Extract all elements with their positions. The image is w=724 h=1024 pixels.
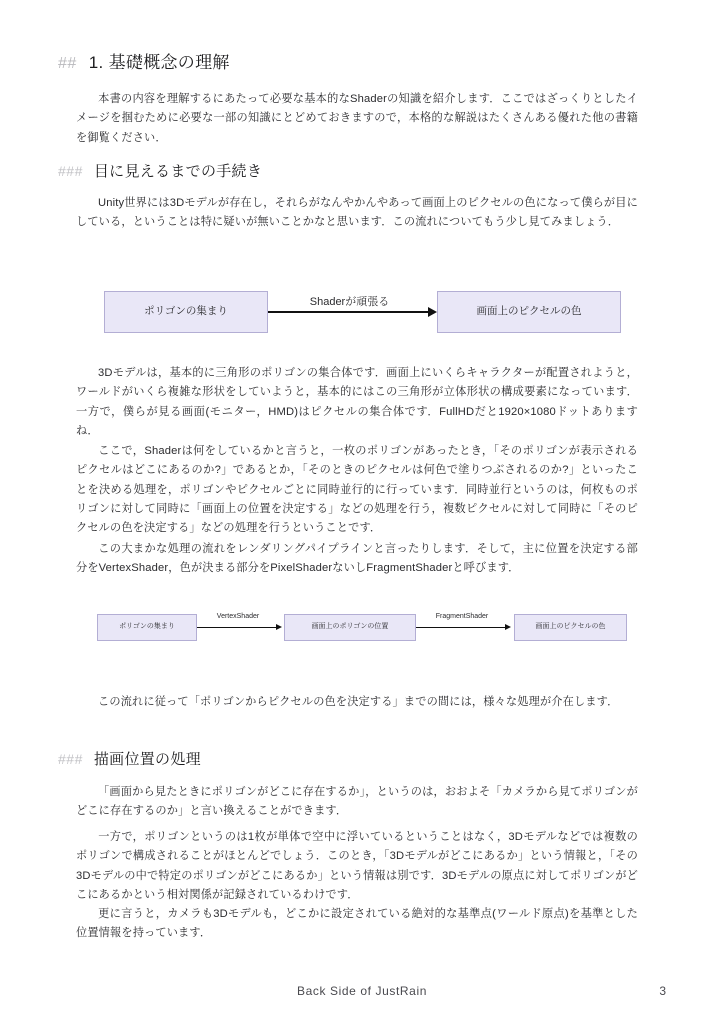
paragraph-text: Unity世界には3Dモデルが存在し，それらがなんやかんやあって画面上のピクセルの色になって僕らが目にしている，ということは特に疑いが無いことかなと思います．この流れについてもう少し見てみましょう． [76,197,638,229]
paragraph-text: 「画面から見たときにポリゴンがどこに存在するか」，というのは，おおよそ「カメラから見てポリゴンがどこに存在するのか」と言い換えることができます． [76,786,638,818]
paragraph-text: 更に言うと，カメラも3Dモデルも，どこかに設定されている絶対的な基準点(ワールド原点)を基準とした位置情報を持っています． [76,908,638,940]
paragraph-text: 3Dモデルは，基本的に三角形のポリゴンの集合体です．画面上にいくらキャラクターが配置されようと，ワールドがいくら複雑な形状をしていようと，基本的にはこの三角形が立体形状の構成要素になっています．一方で，僕らが見る画面(モニター，HMD)はピクセルの集合体です．FullHDだと1920×1080ドットありますね． [76,367,638,437]
diagram-box-label: ポリゴンの集まり [144,305,228,318]
paragraph-3d-model [76,364,638,441]
diagram-box-label: 画面上のピクセルの色 [535,623,606,631]
diagram-arrow-label: VertexShader [216,613,260,620]
heading-marker: ## [58,55,77,72]
paragraph-unity-world [76,194,638,233]
paragraph-flow-summary [76,693,638,712]
footer-title: Back Side of JustRain [297,984,427,998]
diagram-arrow-shaft [268,311,431,313]
heading-text: 1. 基礎概念の理解 [88,53,230,72]
diagram-box-polygon-position [284,614,416,641]
paragraph-text: この流れに従って「ポリゴンからピクセルの色を決定する」までの間には，様々な処理が介在します． [98,696,619,708]
diagram-box-pixel-color [514,614,627,641]
heading-draw-position [58,748,201,769]
page-footer [0,984,724,1024]
paragraph-text: この大まかな処理の流れをレンダリングパイプラインと言ったりします．そして，主に位置を決定する部分をVertexShader，色が決まる部分をPixelShaderないしFragmentShaderと呼びます． [76,543,638,575]
paragraph-screen-view [76,783,638,822]
diagram-arrow-shaft [416,627,508,628]
diagram-arrow-label: Shaderが頑張る [309,296,390,308]
heading-visible-steps [58,160,262,181]
diagram-box-polygons [104,291,268,333]
diagram-arrow-head-icon [276,624,282,630]
paragraph-shader-role [76,442,638,538]
diagram-box-polygons [97,614,197,641]
diagram-box-label: ポリゴンの集まり [119,623,175,631]
paragraph-world-origin [76,905,638,944]
paragraph-text: 本書の内容を理解するにあたって必要な基本的なShaderの知識を紹介します．ここではざっくりとしたイメージを掴むために必要な一部の知識にとどめておきますので，本格的な解説はたくさんある優れた他の書籍を御覧ください． [76,93,638,144]
paragraph-rendering-pipeline [76,540,638,579]
heading-text: 描画位置の処理 [93,751,201,768]
paragraph-intro [76,90,638,148]
diagram-arrow-shaft [197,627,279,628]
diagram-arrow-label: FragmentShader [435,613,489,620]
heading-text: 目に見えるまでの手続き [93,163,263,180]
diagram-box-pixel-color [437,291,621,333]
diagram-arrow-head-icon [505,624,511,630]
heading-basic-concepts [58,48,230,73]
diagram-box-label: 画面上のポリゴンの位置 [311,623,389,631]
paragraph-polygon-composition [76,828,638,905]
heading-marker: ### [58,163,83,179]
diagram-box-label: 画面上のピクセルの色 [476,305,582,318]
paragraph-text: 一方で，ポリゴンというのは1枚が単体で空中に浮いているということはなく，3Dモデルなどでは複数のポリゴンで構成されることがほとんどでしょう．このとき，「3Dモデルがどこにあるか」という情報と，「その3Dモデルの中で特定のポリゴンがどこにあるか」という情報は別です．3Dモデルの原点に対してポリゴンがどこにあるかという相対関係が記録されているわけです． [76,831,638,901]
footer-page-number: 3 [659,984,666,998]
paragraph-text: ここで，Shaderは何をしているかと言うと，一枚のポリゴンがあったとき，「そのポリゴンが表示されるピクセルはどこにあるのか?」であるとか，「そのときのピクセルは何色で塗りつぶされるのか?」といったことを決める処理を，ポリゴンやピクセルごとに同時並行的に行っています．同時並行というのは，何枚ものポリゴンに対して同時に「画面上の位置を決定する」などの処理を行う，複数ピクセルに対して同時に「そのピクセルの色を決定する」などの処理を行うということです． [76,445,638,535]
heading-marker: ### [58,751,83,767]
